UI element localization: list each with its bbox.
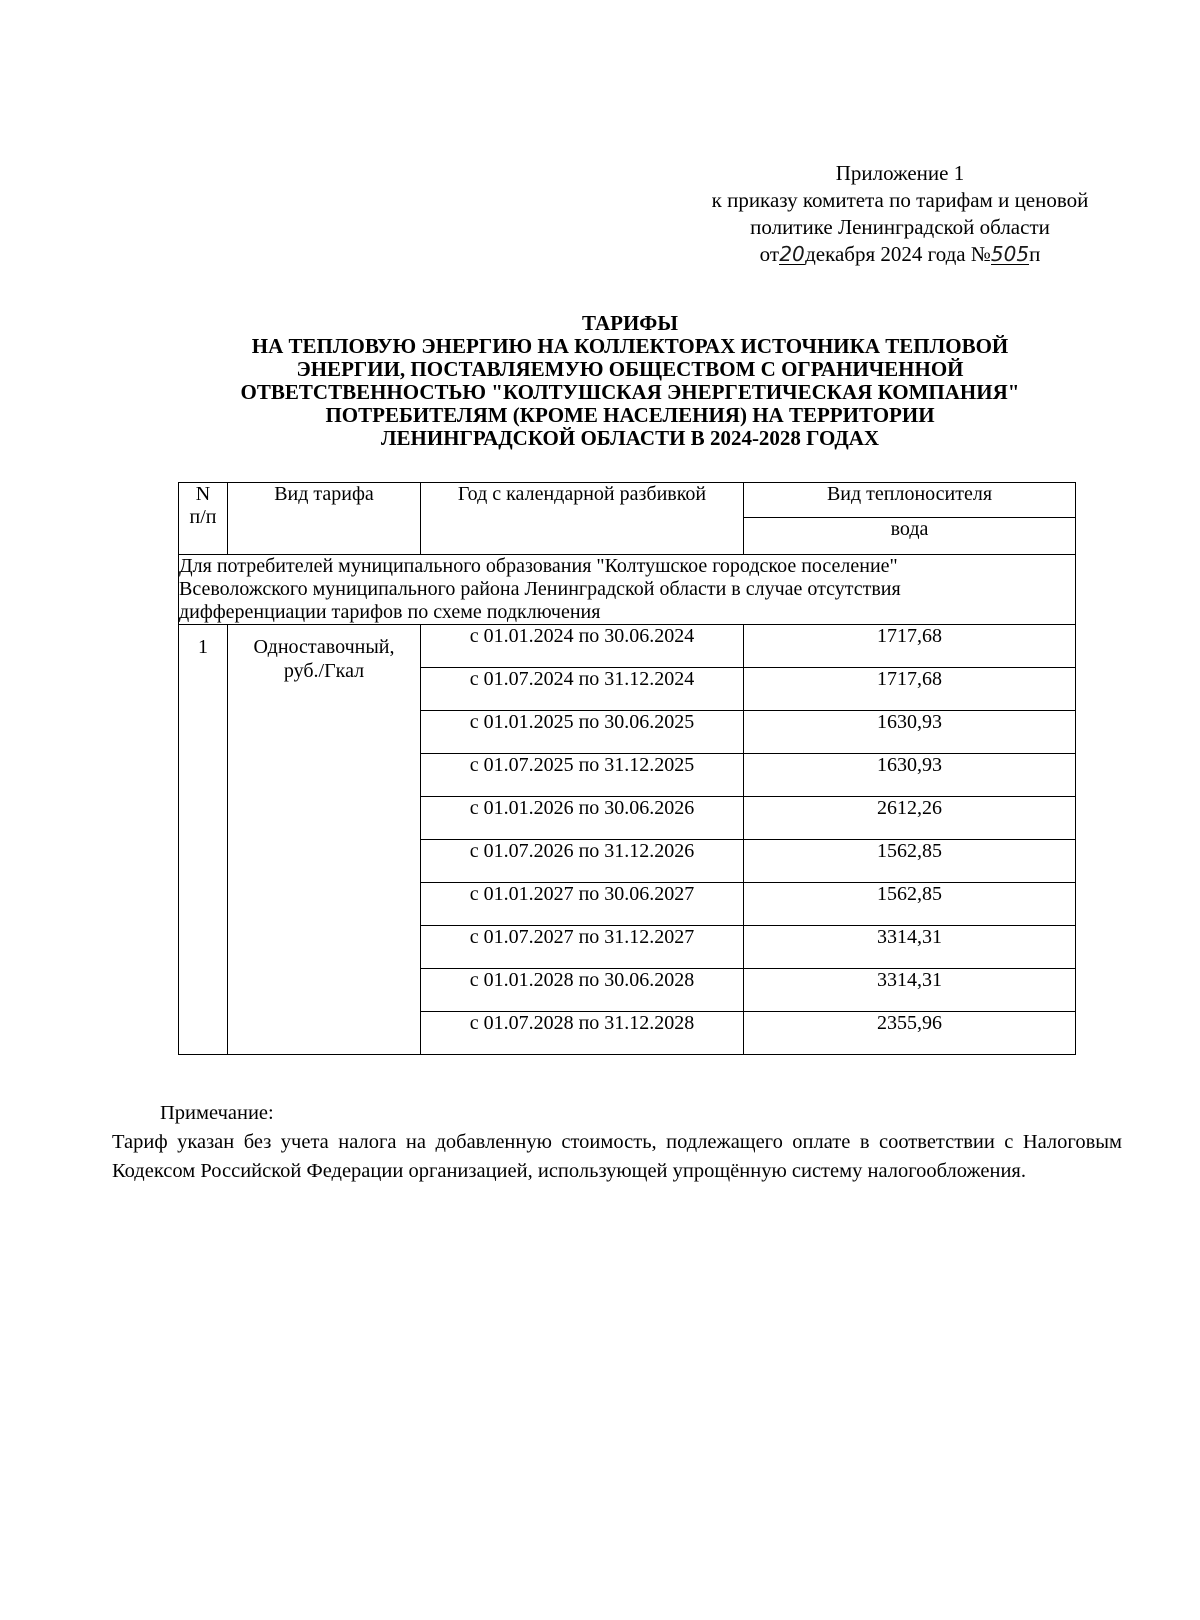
header-number bbox=[179, 483, 228, 555]
period-cell: с 01.07.2028 по 31.12.2028 bbox=[421, 1012, 744, 1055]
period-cell: с 01.01.2026 по 30.06.2026 bbox=[421, 797, 744, 840]
period-cell: с 01.01.2028 по 30.06.2028 bbox=[421, 969, 744, 1012]
group-description bbox=[179, 555, 1076, 625]
period-cell: с 01.01.2025 по 30.06.2025 bbox=[421, 711, 744, 754]
tariff-type-line-1: Одноставочный, bbox=[253, 636, 395, 658]
note-block bbox=[112, 1099, 1122, 1186]
header-carrier: Вид теплоносителя bbox=[744, 483, 1076, 518]
appendix-line-3: политике Ленинградской области bbox=[750, 215, 1050, 239]
tariff-value-cell: 3314,31 bbox=[744, 969, 1076, 1012]
period-cell: с 01.07.2026 по 31.12.2026 bbox=[421, 840, 744, 883]
date-prefix: от bbox=[759, 242, 780, 266]
appendix-header bbox=[680, 160, 1120, 268]
date-middle: декабря 2024 года № bbox=[805, 242, 991, 266]
tariff-value-cell: 1630,93 bbox=[744, 754, 1076, 797]
tariff-value-cell: 1717,68 bbox=[744, 668, 1076, 711]
tariff-value-cell: 1717,68 bbox=[744, 625, 1076, 668]
appendix-date-line bbox=[680, 241, 1120, 268]
title-line: ЭНЕРГИИ, ПОСТАВЛЯЕМУЮ ОБЩЕСТВОМ С ОГРАНИЧЕННОЙ bbox=[296, 357, 964, 381]
tariff-value-cell: 2355,96 bbox=[744, 1012, 1076, 1055]
header-number-line-2: п/п bbox=[189, 506, 217, 528]
period-cell: с 01.07.2025 по 31.12.2025 bbox=[421, 754, 744, 797]
table-header-row bbox=[179, 483, 1076, 518]
title-line: ПОТРЕБИТЕЛЯМ (КРОМЕ НАСЕЛЕНИЯ) НА ТЕРРИТОРИИ bbox=[325, 403, 935, 427]
handwritten-order-number: 505 bbox=[990, 242, 1030, 266]
tariff-type-cell bbox=[228, 625, 421, 1055]
tariff-value-cell: 1562,85 bbox=[744, 883, 1076, 926]
table-row bbox=[179, 625, 1076, 668]
document-title bbox=[170, 312, 1090, 450]
title-line: ТАРИФЫ bbox=[582, 311, 678, 335]
appendix-line-1: Приложение 1 bbox=[835, 161, 965, 185]
header-tariff-type: Вид тарифа bbox=[228, 483, 421, 555]
title-line: ЛЕНИНГРАДСКОЙ ОБЛАСТИ В 2024-2028 ГОДАХ bbox=[380, 426, 880, 450]
header-number-line-1: N bbox=[195, 483, 211, 505]
note-text: Тариф указан без учета налога на добавленную стоимость, подлежащего оплате в соответствии с Налоговым Кодексом Российской Федерации организацией, использующей упрощённую систему налогообложения. bbox=[112, 1131, 1122, 1182]
appendix-line-2: к приказу комитета по тарифам и ценовой bbox=[711, 188, 1089, 212]
group-line: Для потребителей муниципального образования "Колтушское городское поселение" bbox=[179, 555, 898, 577]
title-line: НА ТЕПЛОВУЮ ЭНЕРГИЮ НА КОЛЛЕКТОРАХ ИСТОЧНИКА ТЕПЛОВОЙ bbox=[251, 334, 1009, 358]
order-suffix: п bbox=[1029, 242, 1041, 266]
header-carrier-water: вода bbox=[744, 518, 1076, 555]
tariff-type-line-2: руб./Гкал bbox=[283, 660, 365, 682]
tariff-value-cell: 1630,93 bbox=[744, 711, 1076, 754]
handwritten-day: 20 bbox=[779, 242, 805, 266]
group-row bbox=[179, 555, 1076, 625]
tariff-value-cell: 3314,31 bbox=[744, 926, 1076, 969]
header-year: Год с календарной разбивкой bbox=[421, 483, 744, 555]
group-line: дифференциации тарифов по схеме подключения bbox=[179, 601, 601, 623]
period-cell: с 01.01.2027 по 30.06.2027 bbox=[421, 883, 744, 926]
period-cell: с 01.01.2024 по 30.06.2024 bbox=[421, 625, 744, 668]
period-cell: с 01.07.2027 по 31.12.2027 bbox=[421, 926, 744, 969]
tariff-value-cell: 1562,85 bbox=[744, 840, 1076, 883]
row-number: 1 bbox=[179, 625, 228, 1055]
note-label: Примечание: bbox=[160, 1102, 274, 1124]
tariff-value-cell: 2612,26 bbox=[744, 797, 1076, 840]
tariff-table bbox=[178, 482, 1076, 1055]
group-line: Всеволожского муниципального района Ленинградской области в случае отсутствия bbox=[179, 578, 901, 600]
title-line: ОТВЕТСТВЕННОСТЬЮ "КОЛТУШСКАЯ ЭНЕРГЕТИЧЕСКАЯ КОМПАНИЯ" bbox=[240, 380, 1020, 404]
period-cell: с 01.07.2024 по 31.12.2024 bbox=[421, 668, 744, 711]
